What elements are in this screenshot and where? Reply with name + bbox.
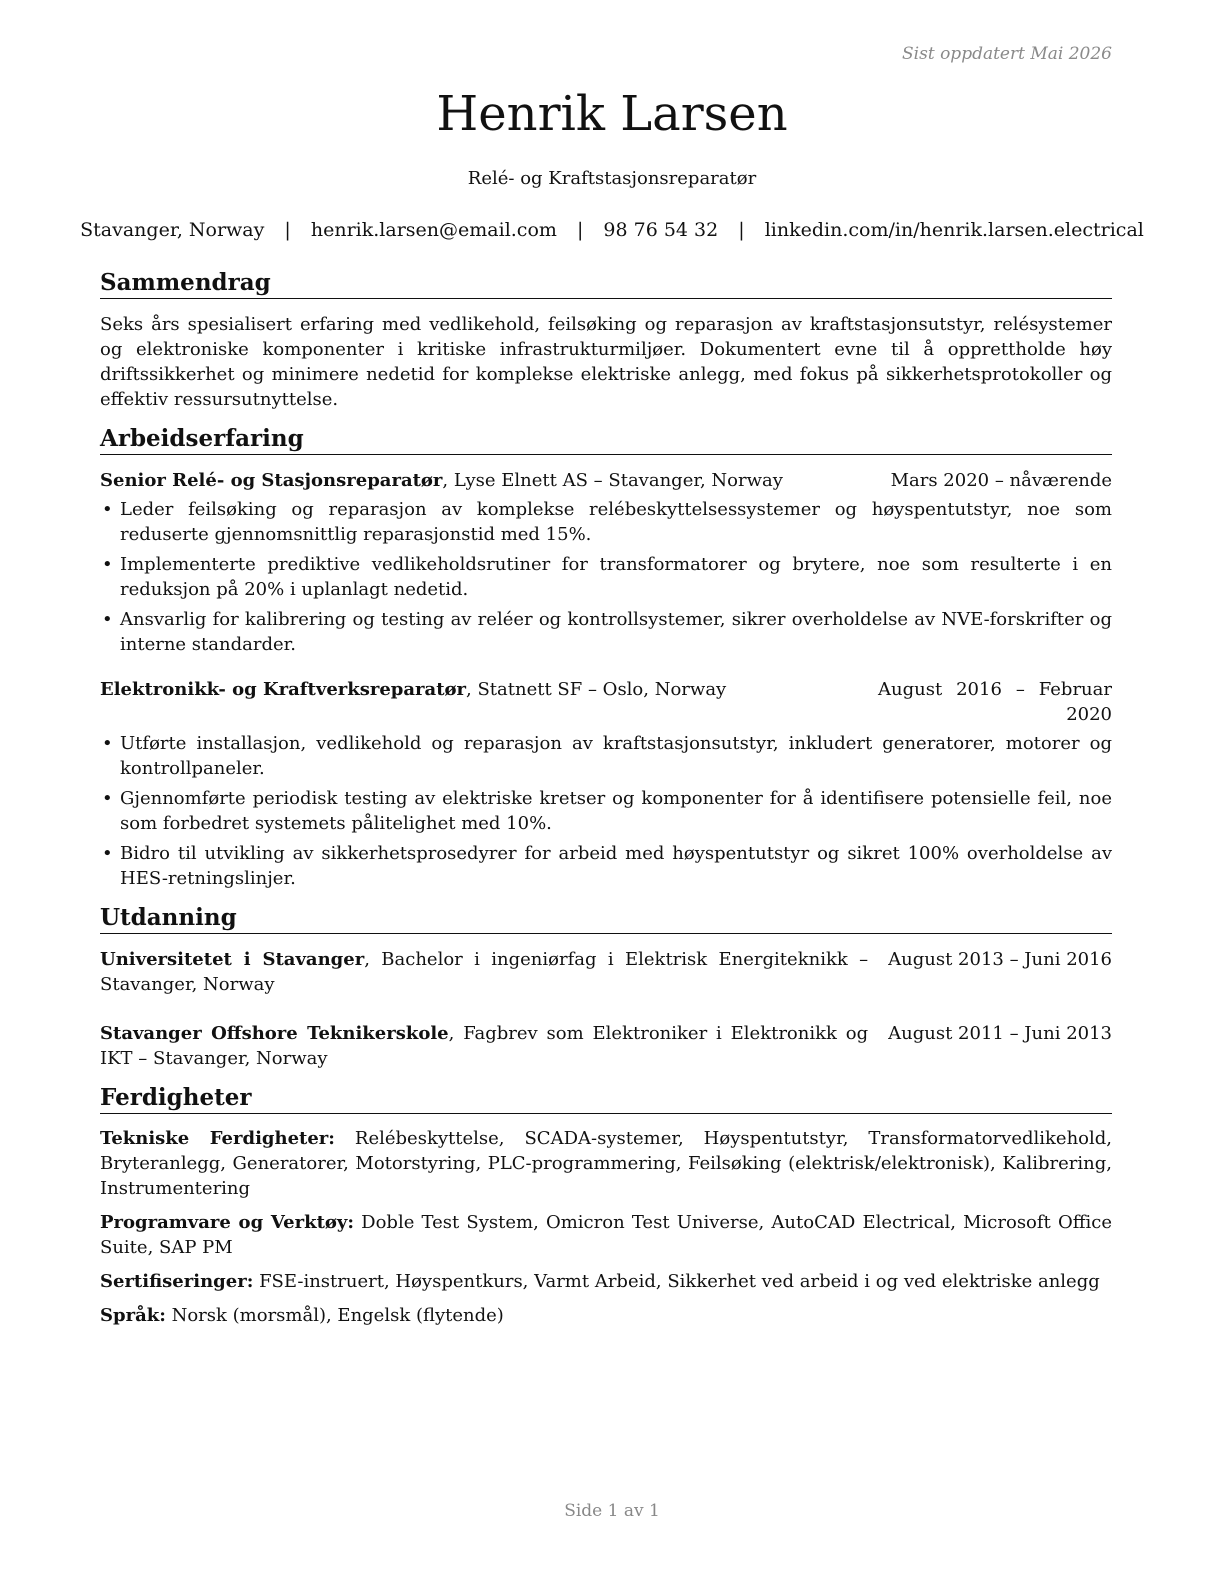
- summary-text: Seks års spesialisert erfaring med vedlikehold, feilsøking og reparasjon av kraftstasjonsutstyr, relésystemer og elektroniske komponenter i kritiske infrastrukturmiljøer. Dokumentert evne til å opprettholde høy driftssikkerhet og minimere nedetid for komplekse elektriske anlegg, med fokus på sikkerhetsprotokoller og effektiv ressursutnyttelse.: [100, 314, 1112, 410]
- contact-separator: |: [284, 219, 291, 241]
- job-dates: Mars 2020 – nåværende: [890, 470, 1112, 491]
- job-role: Elektronikk- og Kraftverksreparatør: [100, 679, 467, 700]
- education-dates: August 2011 – Juni 2013: [888, 1023, 1112, 1044]
- skill-value: Doble Test System, Omicron Test Universe, AutoCAD Electrical, Microsoft Office Suite, SAP PM: [100, 1212, 1112, 1258]
- last-updated: Sist oppdatert Mai 2026: [902, 44, 1112, 64]
- job-bullet: • Bidro til utvikling av sikkerhetsprosedyrer for arbeid med høyspentutstyr og sikret 100% overholdelse av HES-retningslinjer.: [100, 841, 1112, 891]
- contact-line: [0, 219, 1224, 241]
- resume-content: [100, 268, 1112, 1340]
- skill-row: [100, 1210, 1112, 1260]
- contact-email[interactable]: henrik.larsen@email.com: [310, 219, 557, 241]
- section-heading: Utdanning: [100, 903, 1112, 934]
- job-role-line: [100, 677, 858, 727]
- skill-row: [100, 1126, 1112, 1201]
- contact-linkedin[interactable]: linkedin.com/in/henrik.larsen.electrical: [764, 219, 1144, 241]
- education-school: Stavanger Offshore Teknikerskole: [100, 1023, 449, 1044]
- job-entry: [100, 468, 1112, 657]
- education-degree: , Bachelor i ingeniørfag i Elektrisk Energiteknikk – Stavanger, Norway: [100, 949, 869, 995]
- skill-label: Sertifiseringer:: [100, 1271, 254, 1292]
- education-section: [100, 903, 1112, 1071]
- job-bullet: • Leder feilsøking og reparasjon av komplekse relébeskyttelsessystemer og høyspentutstyr, noe som reduserte gjennomsnittlig reparasjonstid med 15%.: [100, 497, 1112, 547]
- job-bullet: • Utførte installasjon, vedlikehold og reparasjon av kraftstasjonsutstyr, inkludert generatorer, motorer og kontrollpaneler.: [100, 731, 1112, 781]
- job-role: Senior Relé- og Stasjonsreparatør: [100, 470, 443, 491]
- skill-label: Programvare og Verktøy:: [100, 1212, 354, 1233]
- contact-separator: |: [576, 219, 584, 241]
- job-dates: August 2016 – Februar 2020: [878, 679, 1112, 725]
- education-degree: , Fagbrev som Elektroniker i Elektronikk og IKT – Stavanger, Norway: [100, 1023, 869, 1069]
- section-heading: Arbeidserfaring: [100, 424, 1112, 455]
- section-heading: Sammendrag: [100, 268, 1112, 299]
- job-header: [100, 677, 1112, 727]
- candidate-title: Relé- og Kraftstasjonsreparatør: [467, 168, 757, 189]
- education-entry: [100, 947, 1112, 997]
- job-bullet: • Ansvarlig for kalibrering og testing av reléer og kontrollsystemer, sikrer overholdelse av NVE-forskrifter og interne standarder.: [100, 607, 1112, 657]
- job-role-line: [100, 468, 871, 493]
- skills-section: [100, 1083, 1112, 1328]
- job-bullet: • Gjennomførte periodisk testing av elektriske kretser og komponenter for å identifisere potensielle feil, noe som forbedret systemets pålitelighet med 10%.: [100, 786, 1112, 836]
- education-school: Universitetet i Stavanger: [100, 949, 365, 970]
- education-details-line: [100, 1021, 868, 1071]
- job-entry: [100, 677, 1112, 891]
- skill-value: FSE-instruert, Høyspentkurs, Varmt Arbeid, Sikkerhet ved arbeid i og ved elektriske anlegg: [253, 1271, 1100, 1292]
- skill-label: Tekniske Ferdigheter:: [100, 1128, 335, 1149]
- education-details-line: [100, 947, 868, 997]
- skill-row: [100, 1303, 1112, 1328]
- contact-location: Stavanger, Norway: [80, 219, 265, 241]
- job-bullets: [100, 497, 1112, 657]
- section-heading: Ferdigheter: [100, 1083, 1112, 1114]
- skill-label: Språk:: [100, 1305, 166, 1326]
- summary-section: [100, 268, 1112, 412]
- skill-row: [100, 1269, 1112, 1294]
- contact-phone[interactable]: 98 76 54 32: [603, 219, 719, 241]
- page-number: Side 1 av 1: [564, 1501, 660, 1521]
- skill-value: Relébeskyttelse, SCADA-systemer, Høyspentutstyr, Transformatorvedlikehold, Bryteranlegg, Generatorer, Motorstyring, PLC-programmering, Feilsøking (elektrisk/elektronisk), Kalibrering, Instrumentering: [100, 1128, 1112, 1199]
- job-company: , Statnett SF – Oslo, Norway: [466, 679, 727, 700]
- skill-value: Norsk (morsmål), Engelsk (flytende): [165, 1305, 504, 1326]
- job-header: [100, 468, 1112, 493]
- job-bullets: [100, 731, 1112, 891]
- education-dates: August 2013 – Juni 2016: [888, 949, 1112, 970]
- contact-separator: |: [738, 219, 745, 241]
- experience-section: [100, 424, 1112, 891]
- job-company: , Lyse Elnett AS – Stavanger, Norway: [442, 470, 783, 491]
- candidate-name: Henrik Larsen: [436, 86, 788, 142]
- job-bullet: • Implementerte prediktive vedlikeholdsrutiner for transformatorer og brytere, noe som resulterte i en reduksjon på 20% i uplanlagt nedetid.: [100, 552, 1112, 602]
- education-entry: [100, 1021, 1112, 1071]
